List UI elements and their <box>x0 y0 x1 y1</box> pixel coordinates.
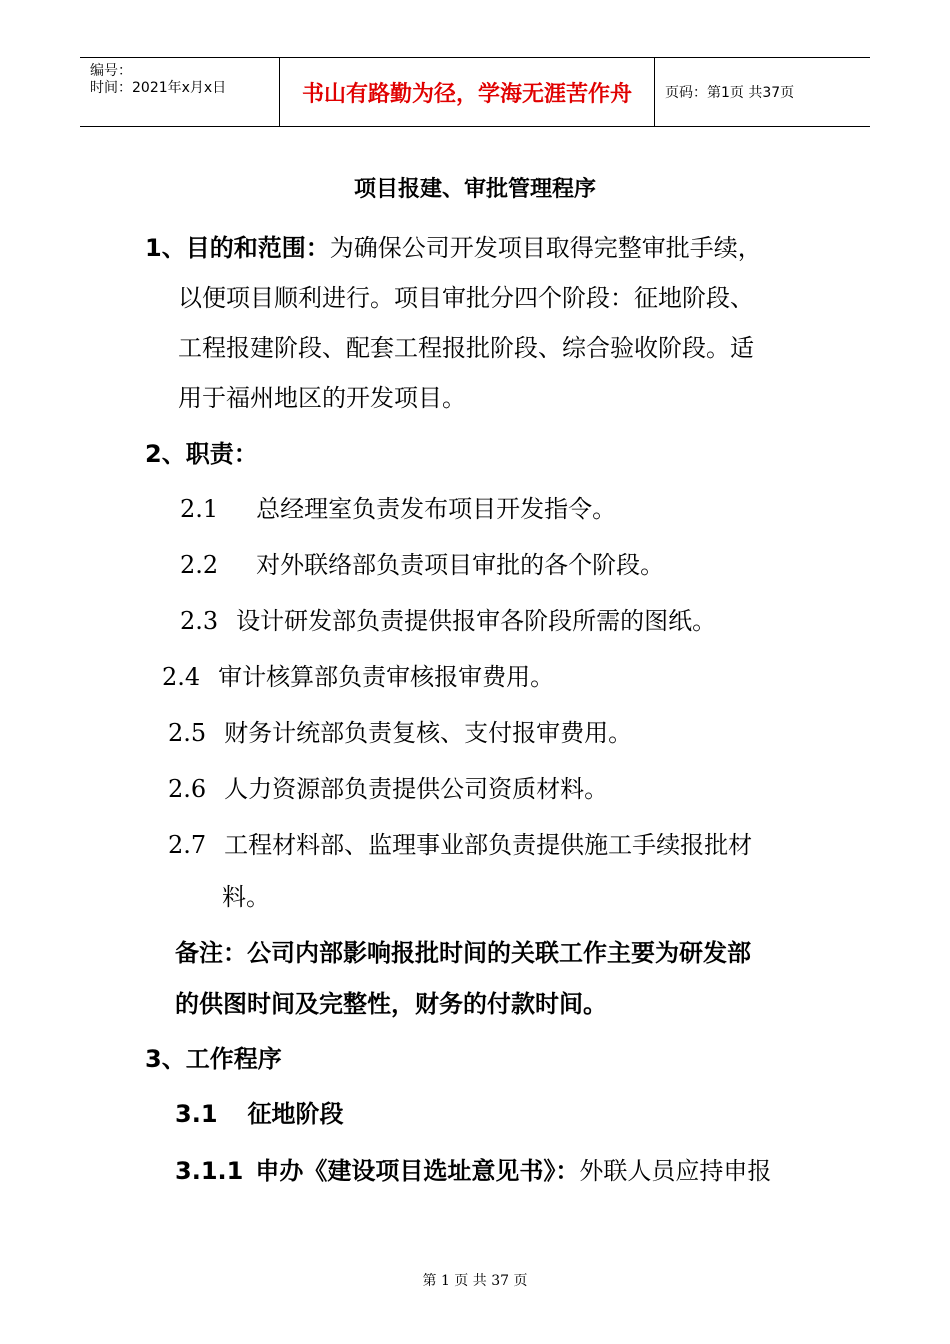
subsection-3-1 <box>175 1094 344 1129</box>
section-2-heading: 2、职责： <box>145 440 258 468</box>
header-motto: 书山有路勤为径，学海无涯苦作舟 <box>280 58 655 126</box>
note-line-2: 的供图时间及完整性，财务的付款时间。 <box>175 990 607 1018</box>
item-number: 2.6 <box>168 775 207 803</box>
list-item-continuation: 料。 <box>222 883 270 911</box>
item-text: 工程材料部、监理事业部负责提供施工手续报批材 <box>224 831 753 859</box>
item-text: 总经理室负责发布项目开发指令。 <box>256 495 617 523</box>
list-item <box>180 545 664 580</box>
item-text: 审计核算部负责审核报审费用。 <box>218 663 555 691</box>
subsection-title: 征地阶段 <box>247 1100 344 1128</box>
section-1-heading: 1、目的和范围： <box>145 234 330 262</box>
list-item <box>180 601 716 636</box>
item-text: 对外联络部负责项目审批的各个阶段。 <box>256 551 665 579</box>
item-number: 2.3 <box>180 607 219 635</box>
list-item <box>168 825 752 860</box>
list-item <box>168 713 632 748</box>
list-item <box>168 769 608 804</box>
subsection-number: 3.1 <box>175 1100 218 1128</box>
section-1-line-2: 以便项目顺利进行。项目审批分四个阶段：征地阶段、 <box>178 284 754 312</box>
item-number: 2.1 <box>180 495 219 523</box>
subsection-title: 申办《建设项目选址意见书》： <box>255 1157 580 1185</box>
section-1-text: 为确保公司开发项目取得完整审批手续， <box>329 234 762 262</box>
document-number-label: 编号： <box>90 63 132 79</box>
item-number: 2.2 <box>180 551 219 579</box>
header-meta <box>80 58 280 126</box>
list-item <box>180 489 616 524</box>
page-footer: 第 1 页 共 37 页 <box>422 1273 528 1289</box>
item-text: 人力资源部负责提供公司资质材料。 <box>224 775 609 803</box>
subsection-number: 3.1.1 <box>175 1157 244 1185</box>
item-number: 2.7 <box>168 831 207 859</box>
section-3-heading: 3、工作程序 <box>145 1045 282 1073</box>
subsection-text: 外联人员应持申报 <box>579 1157 772 1185</box>
item-text: 设计研发部负责提供报审各阶段所需的图纸。 <box>236 607 717 635</box>
item-number: 2.4 <box>162 663 201 691</box>
section-1-first-line <box>145 228 762 263</box>
header-page-info: 页码：第1页 共37页 <box>665 85 795 101</box>
section-1-line-4: 用于福州地区的开发项目。 <box>178 384 466 412</box>
item-text: 财务计统部负责复核、支付报审费用。 <box>224 719 633 747</box>
document-date: 时间：2021年x月x日 <box>90 80 227 96</box>
note-line-1: 备注：公司内部影响报批时间的关联工作主要为研发部 <box>175 939 751 967</box>
section-1-line-3: 工程报建阶段、配套工程报批阶段、综合验收阶段。适 <box>178 334 754 362</box>
item-number: 2.5 <box>168 719 207 747</box>
document-title: 项目报建、审批管理程序 <box>353 177 596 202</box>
page-header <box>80 57 870 127</box>
list-item <box>162 657 554 692</box>
subsection-3-1-1 <box>175 1151 771 1186</box>
